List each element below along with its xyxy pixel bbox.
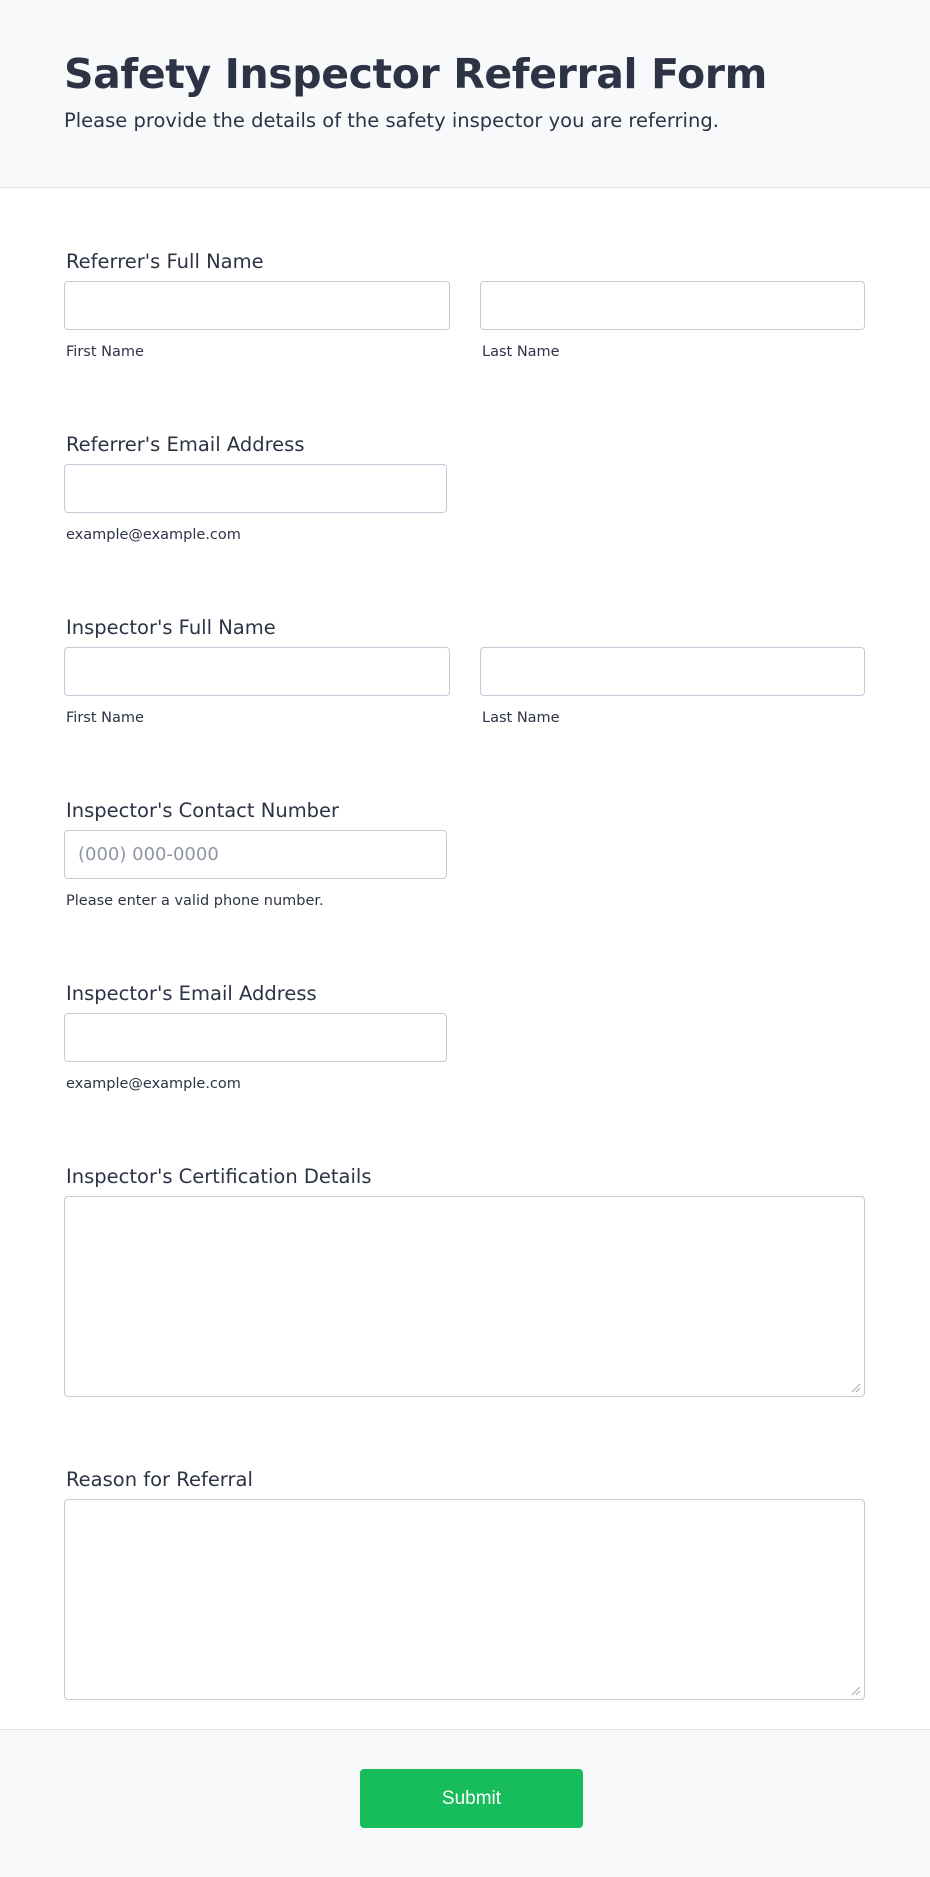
inspector-first-name-input[interactable] [64, 647, 450, 696]
page-subtitle: Please provide the details of the safety inspector you are referring. [64, 109, 719, 132]
inspector-email-label: Inspector's Email Address [66, 982, 317, 1005]
referrer-last-name-sublabel: Last Name [482, 344, 560, 360]
form-footer [0, 1731, 930, 1877]
form-body [0, 189, 930, 1730]
inspector-phone-input[interactable] [64, 830, 447, 879]
inspector-email-input[interactable] [64, 1013, 447, 1062]
resize-grip-icon[interactable] [851, 1686, 861, 1696]
reason-textarea[interactable] [64, 1499, 865, 1700]
phone-placeholder: (000) 000-0000 [78, 844, 219, 865]
inspector-phone-label: Inspector's Contact Number [66, 799, 340, 822]
referrer-first-name-input[interactable] [64, 281, 450, 330]
inspector-phone-sublabel: Please enter a valid phone number. [66, 893, 324, 909]
referrer-name-label: Referrer's Full Name [66, 250, 264, 273]
form-header [0, 0, 930, 188]
submit-button[interactable]: Submit [360, 1769, 583, 1828]
referrer-first-name-sublabel: First Name [66, 344, 144, 360]
inspector-email-sublabel: example@example.com [66, 1076, 241, 1092]
page-title: Safety Inspector Referral Form [64, 50, 767, 98]
inspector-last-name-sublabel: Last Name [482, 710, 560, 726]
certification-textarea[interactable] [64, 1196, 865, 1397]
referrer-email-input[interactable] [64, 464, 447, 513]
referrer-last-name-input[interactable] [480, 281, 865, 330]
referrer-email-sublabel: example@example.com [66, 527, 241, 543]
inspector-first-name-sublabel: First Name [66, 710, 144, 726]
reason-label: Reason for Referral [66, 1468, 253, 1491]
inspector-name-label: Inspector's Full Name [66, 616, 276, 639]
inspector-last-name-input[interactable] [480, 647, 865, 696]
referrer-email-label: Referrer's Email Address [66, 433, 305, 456]
resize-grip-icon[interactable] [851, 1383, 861, 1393]
certification-label: Inspector's Certification Details [66, 1165, 372, 1188]
